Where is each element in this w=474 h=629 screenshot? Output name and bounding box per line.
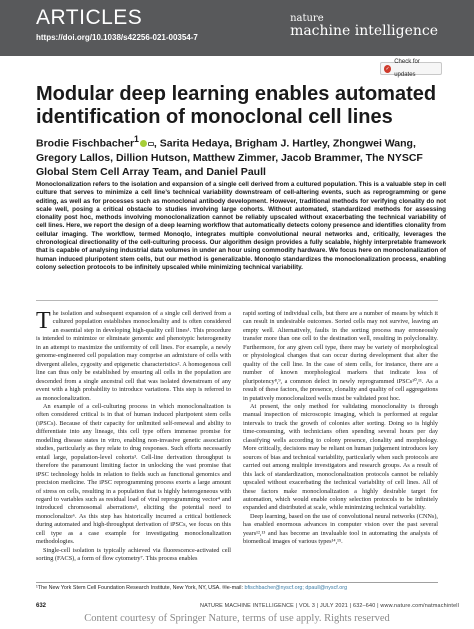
body-column-left	[36, 310, 231, 564]
body-paragraph-text: he isolation and subsequent expansion of a single cell derived from a cultured population establishes monoclonality and is often considered an essential step in developing high-quality cell lines¹. This procedure is intended to minimize or eliminate genomic and phenotypic heterogeneity in an attempt to maximize the uniformity of cell lines. For example, a newly genome-engineered cell population may comprise an admixture of cells with divergent alleles, zygosity and epigenetic characteristics². A homogenous cell line can thus only be established by ensuring all cells in the population are descended from a single ancestral cell that was isolated downstream of any event with a high probability to introduce variations. This step is referred to as monoclonalization.	[36, 310, 231, 402]
body-column-right	[243, 310, 438, 547]
journal-logo	[290, 14, 438, 38]
abstract-divider	[36, 300, 438, 301]
body-paragraph: An example of a cell-culturing process in which monoclonalization is often considered critical is in that of human induced pluripotent stem cells (iPSCs). Because of their capacity for unlimited self-renewal and ability to differentiate into any lineage, this cell type offers immense promise for modelling disease states in vitro, enabling non-invasive genetic association studies, particularly as they relate to drug responses. Such efforts necessarily entail large, population-level cohorts³. Cell-line derivation throughput is therefore the paramount limiting factor in unlocking the vast promise that iPSC technology holds in relation to fields such as functional genomics and precision medicine. The iPSC reprogramming process exerts a large amount of stress on cells, resulting in a population that is highly heterogeneous with regard to variables such as residual load of viral reprogramming vector⁴ and introduced chromosomal aberrations⁵, eliciting the potential need to monoclonalize⁶. As this step has historically incurred a critical bottleneck during automated and high-throughput derivation of iPSCs, we focus on this cell type as a case example for investigating monoclonalization methodologies.	[36, 402, 231, 546]
affiliation-footnote	[36, 585, 347, 591]
page-number: 632	[36, 603, 47, 609]
body-paragraph	[36, 310, 231, 403]
email-link[interactable]: bfischbacher@nyscf.org; dpaull@nyscf.org	[244, 585, 348, 591]
running-footer: NATURE MACHINE INTELLIGENCE | VOL 3 | JULY 2021 | 632–640 | www.nature.com/natmachintell	[200, 603, 460, 609]
courtesy-watermark: Content courtesy of Springer Nature, terms of use apply. Rights reserved	[84, 613, 390, 624]
check-updates-icon: ✓	[385, 65, 390, 72]
abstract: Monoclonalization refers to the isolation and expansion of a single cell derived from a cultured population. This is a valuable step in cell culture that serves to minimize a cell line’s technical variability downstream of cell-altering events, such as reprogramming or gene editing, as well as for processes such as monoclonal antibody development. However, traditional methods for verifying clonality do not scale well, posing a critical obstacle to studies involving large cohorts. Without automated, standardized methods for assessing clonality post hoc, methods involving monoclonalization cannot be reliably upscaled without exacerbating the technical variability of cell lines. Here, we report the design of a deep learning workflow that automatically detects colony presence and identifies clonality from cellular imaging. The workflow, termed Monoqlo, integrates multiple convolutional neural networks and, critically, leverages the chronological directionality of the cell-culturing process. Our algorithm design provides a fully scalable, highly interpretable framework that is capable of analysing industrial data volumes in under an hour using commodity hardware. We focus here on monoclonalization of human induced pluripotent stem cells, but our method is generalizable. Monoqlo standardizes the monoclonalization process, enabling colony selection protocols to be infinitely upscaled while minimizing technical variability.	[36, 181, 446, 271]
author-list	[36, 132, 446, 179]
orcid-icon[interactable]	[140, 140, 147, 147]
affiliation-text: ¹The New York Stem Cell Foundation Research Institute, New York, NY, USA. ✉e-mail:	[36, 585, 245, 591]
drop-cap: T	[36, 308, 51, 334]
journal-logo-small: nature	[290, 13, 324, 24]
body-paragraph: rapid sorting of individual cells, but there are a number of means by which it can result in undesirable outcomes. Sorted cells may not survive, leaving an empty well. Alternatively, faults in the sorting process may erroneously transfer more than one cell to the destination well, resulting in polyclonality. Furthermore, for any given cell type, there may be variety of morphological or physiological changes that can occur during development that alter the quality of the cell line. In the case of stem cells, for instance, there are a number of known morphological markers that indicate loss of pluripotency⁸,⁹, a common defect in newly reprogrammed iPSCs¹⁰,¹¹. As a result of these factors, the presence, clonality and quality of cell aggregations in putatively monoclonalized wells must be validated post hoc.	[243, 310, 438, 402]
body-paragraph: Deep learning, based on the use of convolutional neural networks (CNNs), has enabled enormous advances in computer vision over the past several years¹²,¹³ and has become an invaluable tool in automating the analysis of biomedical images of various types¹⁴,¹⁵.	[243, 512, 438, 546]
section-label: ARTICLES	[36, 6, 143, 29]
doi-link[interactable]: https://doi.org/10.1038/s42256-021-00354-7	[36, 33, 198, 42]
body-paragraph: Single-cell isolation is typically achieved via fluorescence-activated cell sorting (FACS), a form of flow cytometry⁷. This process enables	[36, 546, 231, 563]
check-for-updates-button[interactable]	[380, 58, 442, 78]
co-authors: , Sarita Hedaya, Brigham J. Hartley, Zhongwei Wang, Gregory Lallos, Dillion Hutson, Matthew Zimmer, Jacob Brammer, The NYSCF Global Stem Cell Array Team, and Daniel Paull	[36, 137, 423, 178]
author-affiliation-sup: 1	[134, 134, 139, 144]
first-author[interactable]: Brodie Fischbacher	[36, 137, 135, 150]
body-paragraph: At present, the only method for validating monoclonality is through manual inspection of microscopic imaging, which is performed at regular intervals to track the growth of colonies after sorting. Doing so is highly time-consuming, with technicians often spending several hours per day classifying wells according to colony presence, clonality and morphology. More critically, decisions may be reliant on human judgement introduces key sources of bias and technical variability, particularly when such protocols are carried out among multiple investigators and research groups. As a result of this lack of standardization, monoclonalization protocols cannot be reliably upscaled without exacerbating the technical variability of cell lines. All of these factors make monoclonalization a highly desirable target for automation, which would enable colony selection protocols to be infinitely expanded and distributed at scale, while minimizing technical variability.	[243, 402, 438, 512]
journal-logo-main: machine intelligence	[290, 23, 438, 39]
check-updates-label: Check for updates	[394, 58, 420, 78]
article-title: Modular deep learning enables automated identification of monoclonal cell lines	[36, 83, 437, 128]
footnote-divider	[36, 582, 438, 583]
